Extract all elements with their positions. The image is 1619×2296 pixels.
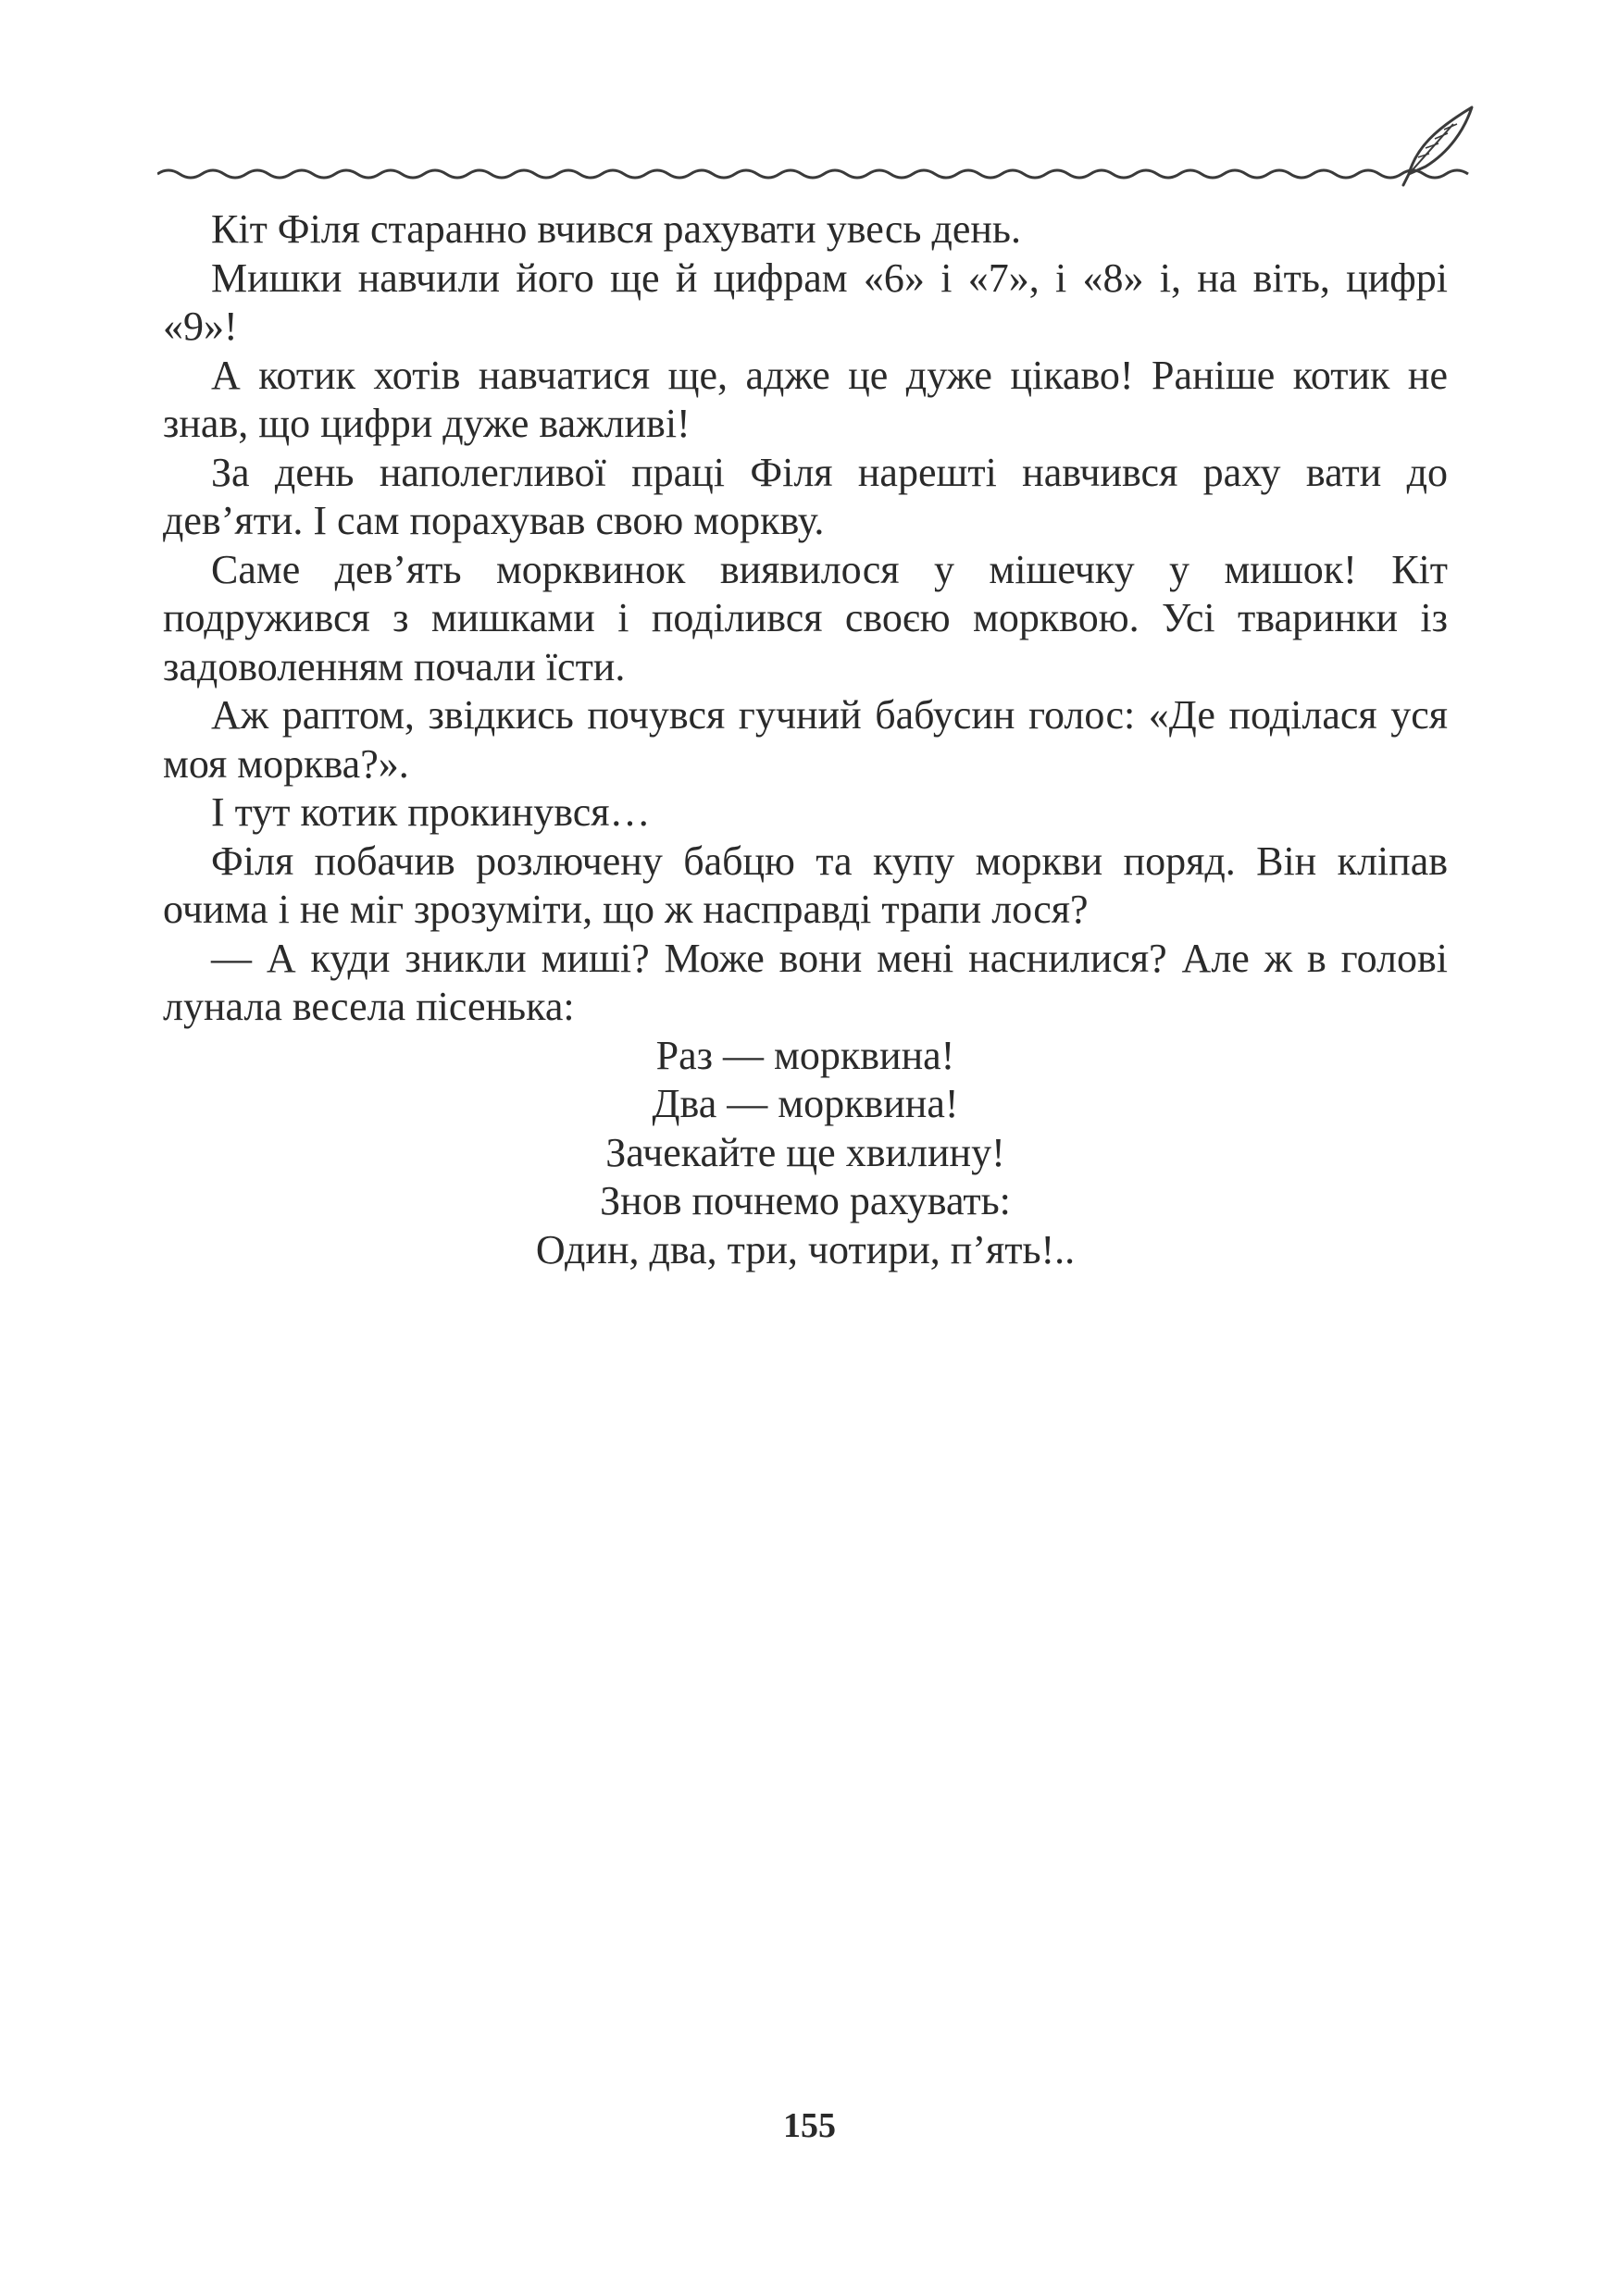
text-line: ж в голові лунала весела пісенька: (163, 935, 1448, 1029)
paragraph (163, 449, 1448, 546)
text-line: Аж раптом, звідкись почувся гучний бабусин голос: «Де (211, 692, 1229, 738)
text-line: поділася уся моя морква?». (163, 692, 1448, 787)
verse-line: Раз — морквина! (655, 1032, 955, 1078)
text-line: котик не знав, що цифри дуже важливі! (163, 352, 1448, 446)
paragraph (163, 935, 1448, 1032)
song-verse (163, 1032, 1448, 1275)
verse-line: Один, два, три, чотири, п’ять!.. (535, 1226, 1076, 1272)
header-ornament (157, 93, 1490, 204)
paragraph (163, 254, 1448, 352)
text-line: Він кліпав очима і не міг зрозуміти, що ж насправді трапи (163, 838, 1448, 932)
story-text (163, 205, 1448, 1274)
verse-line: Знов почнемо рахувать: (600, 1178, 1011, 1223)
quill-icon (1403, 107, 1472, 185)
paragraph (163, 352, 1448, 449)
wavy-line-icon (157, 170, 1468, 178)
text-line: Філя побачив розлючену бабцю та купу моркви поряд. (211, 838, 1257, 884)
paragraph (163, 838, 1448, 935)
text-line: Кіт Філя старанно вчився рахувати увесь день. (211, 206, 1021, 252)
text-line: вати до дев’яти. І сам порахував свою моркву. (163, 449, 1448, 543)
paragraph (163, 205, 1448, 254)
verse-line: Два — морквина! (652, 1081, 959, 1126)
text-line: тваринки із задоволенням почали їсти. (163, 595, 1449, 689)
text-line: Мишки навчили його ще й цифрам «6» і «7», і «8» і, на (211, 254, 1238, 301)
paragraph (163, 788, 1448, 838)
text-line: лося? (991, 887, 1089, 932)
text-line: І тут котик прокинувся… (211, 789, 651, 835)
text-line: віть, цифрі «9»! (163, 254, 1449, 349)
paragraph (163, 546, 1448, 692)
text-line: Саме дев’ять морквинок виявилося у мішечку у мишок! (211, 546, 1392, 592)
text-line: Кіт подружився з мишками і поділився своєю морквою. Усі (163, 546, 1448, 640)
text-line: За день наполегливої праці Філя нарешті навчився раху (211, 449, 1281, 495)
paragraph (163, 691, 1448, 788)
text-line: А котик хотів навчатися ще, адже це дуже цікаво! Раніше (211, 352, 1293, 398)
text-line: — А куди зникли миші? Може вони мені наснилися? Але (211, 935, 1264, 981)
page-number: 155 (783, 2106, 836, 2145)
verse-line: Зачекайте ще хвилину! (605, 1129, 1005, 1175)
